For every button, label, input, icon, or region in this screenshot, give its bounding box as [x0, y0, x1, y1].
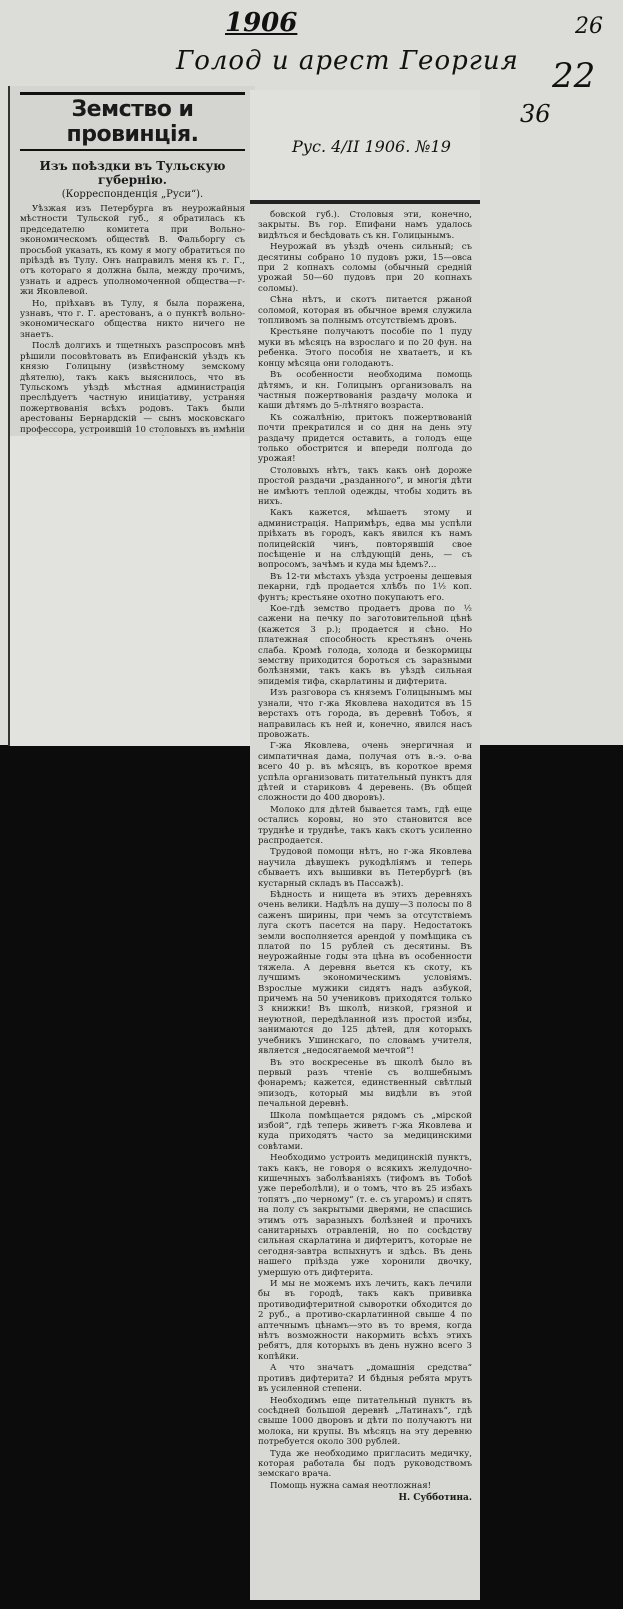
paragraph: Столовыхъ нѣтъ, такъ какъ онѣ дороже простой раздачи „разданного“, и многія дѣти не имѣютъ теплой одежды, чтобы ходить въ нихъ. — [258, 465, 472, 507]
paragraph: Неурожай въ уѣздѣ очень сильный; съ десятины собрано 10 пудовъ ржи, 15—овса при 2 копнахъ соломы (обычный средній урожай 50—60 пудовъ при 20 копнахъ соломы). — [258, 242, 472, 294]
paragraph: Школа помѣщается рядомъ съ „мірской избой“, гдѣ теперь живетъ г-жа Яковлева и куда приходятъ часто за медицинскими совѣтами. — [258, 1110, 472, 1152]
paragraph: Кое-гдѣ земство продаетъ дрова по ½ сажени на печку по заготовительной цѣнѣ (кажется 3 р.); продается и сѣно. Но платежная способность крестьянъ очень слаба. Кромѣ голода, холода и безкормицы земству приходится бороться съ заразными болѣзнями, такъ какъ въ уѣздѣ сильная эпидемія тифа, скарлатины и дифтерита. — [258, 604, 472, 687]
article-correspondent: (Корреспонденція „Руси“). — [61, 189, 204, 200]
paragraph: Сѣна нѣтъ, и скотъ питается ржаной соломой, которая въ обычное время служила топливомъ за полнымъ отсутствіемъ дровъ. — [258, 295, 472, 327]
handwritten-title: Голод и арест Георгия — [176, 46, 519, 76]
clipping-right-column — [250, 90, 480, 1600]
paragraph: Трудовой помощи нѣтъ, но г-жа Яковлева научила дѣвушекъ рукодѣліямъ и теперь сбываетъ ихъ вышивки въ Петербургѣ (въ кустарный складъ въ Пассажѣ). — [258, 847, 472, 889]
section-title: Земство и провинція. — [66, 97, 199, 147]
paragraph: Уѣзжая изъ Петербурга въ неурожайныя мѣстности Тульской губ., я обратилась къ председателю комитета при Вольно-экономическомъ обществѣ В. Фальборгу съ просьбой указать, къ кому я могу обратиться по пріѣздѣ въ Тулу. Онъ направилъ меня къ г. Г., отъ котораго я должна была, между прочимъ, узнать и адресъ уполномоченной общества—г-жи Яковлевой. — [20, 204, 245, 298]
paragraph: Помощь нужна самая неотложная! — [270, 1480, 432, 1491]
paragraph: бовской губ.). Столовыя эти, конечно, закрыты. Въ гор. Епифани намъ удалось видѣться и бесѣдовать съ кн. Голицынымъ. — [258, 210, 472, 241]
paragraph: Г-жа Яковлева, очень энергичная и симпатичная дама, получая отъ в.-э. о-ва всего 40 р. въ мѣсяцъ, въ короткое время успѣла организовать питательный пунктъ для дѣтей и стариковъ 4 деревень. (Въ общей сложности до 400 дворовъ). — [258, 741, 472, 804]
paragraph: И мы не можемъ ихъ лечить, какъ лечили бы въ городѣ, такъ какъ прививка противодифтеритной сыворотки обходится до 2 руб., а противо-скарлатинной свыше 4 по аптечнымъ цѣнамъ—это въ то время, когда нѣтъ возможности накормить всѣхъ этихъ ребятъ, для которыхъ въ день нужно всего 3 копѣйки. — [258, 1279, 472, 1362]
handwritten-year: 1906 — [225, 8, 298, 38]
paragraph: А что значатъ „домашнія средства“ противъ дифтерита? И бѣдныя ребята мрутъ въ усиленной степени. — [258, 1363, 472, 1395]
clipping-blank-area — [10, 436, 255, 746]
paragraph: Молоко для дѣтей бывается тамъ, гдѣ еще остались коровы, но это становится все труднѣе и труднѣе, такъ какъ скотъ усиленно распродается. — [258, 804, 472, 846]
handwritten-source-reference: Рус. 4/ІІ 1906. №19 — [292, 137, 451, 156]
handwritten-item-number: 36 — [520, 100, 551, 128]
clipping-left-column — [8, 86, 255, 746]
paragraph: Необходимъ еще питательный пунктъ въ сосѣдней большой деревнѣ „Латинахъ“, гдѣ свыше 1000 дворовъ и дѣти по получаютъ ни молока, ни крупы. Въ мѣсяцъ на эту деревню потребуется около 300 рублей. — [258, 1395, 472, 1448]
paragraph: Къ сожалѣнію, притокъ пожертвованій почти прекратился и со дня на день эту раздачу придется оставить, а голодъ еще только обострится и впереди полгода до урожая! — [258, 412, 472, 465]
paragraph: Въ 12-ти мѣстахъ уѣзда устроены дешевыя пекарни, гдѣ продается хлѣбъ по 1½ коп. фунтъ; крестьяне охотно покупаютъ его. — [258, 571, 472, 603]
article-body-left — [10, 204, 255, 456]
article-signature: Н. Субботина. — [398, 1493, 472, 1504]
paragraph: Крестьяне получаютъ пособіе по 1 пуду муки въ мѣсяцъ на взрослаго и по 20 фун. на ребенка. Этого пособія не хватаетъ, и къ концу мѣсяца они голодаютъ. — [258, 327, 472, 369]
paragraph: Изъ разговора съ княземъ Голицынымъ мы узнали, что г-жа Яковлева находится въ 15 верстахъ отъ города, въ деревнѣ Тобоъ, я направилась къ ней и, конечно, явился насъ провожать. — [258, 688, 472, 740]
clipping-header-area — [250, 90, 480, 204]
paragraph: Послѣ долгихъ и тщетныхъ разспросовъ мнѣ рѣшили посовѣтовать въ Епифанскій уѣздъ къ князю Голицыну (извѣстному земскому дѣятелю), такъ какъ выяснилось, что въ Тульскомъ уѣздѣ мѣстная администрація преслѣдуетъ частную иниціативу, устраняя пожертвованія всѣхъ родовъ. Такъ были арестованы Бернардскій — сынъ московскаго профессора, устроившій 10 столовыхъ въ имѣніи — [20, 341, 245, 435]
paragraph: Туда же необходимо пригласить медичку, которая работала бы подъ руководствомъ земскаго врача. — [258, 1448, 472, 1480]
article-body-right — [250, 204, 480, 1503]
paragraph: Но, пріѣхавъ въ Тулу, я была поражена, узнавъ, что г. Г. арестованъ, а о пунктѣ вольно-экономическаго общества никто ничего не знаетъ. — [20, 298, 245, 340]
handwritten-page-number: 26 — [575, 14, 603, 39]
paragraph: Необходимо устроить медицинскій пунктъ, такъ какъ, не говоря о всякихъ желудочно-кишечныхъ заболѣваніяхъ (тифомъ въ Тобоѣ уже переболѣли), и о томъ, что въ 25 избахъ топятъ „по черному“ (т. е. съ угаромъ) и спятъ на полу съ закрытыми дверями, не спасшись этимъ отъ заразныхъ болѣзней и прочихъ санитарныхъ отравленій, но по сосѣдству сильная скарлатина и дифтеритъ, которые не сегодня-завтра вспыхнутъ и здѣсь. Въ день нашего пріѣзда уже хоронили двочку, умершую отъ дифтерита. — [258, 1153, 472, 1278]
article-headline: Изъ поѣздки въ Тульскую губернію. — [39, 159, 226, 187]
handwritten-folio-number: 22 — [552, 56, 596, 96]
paragraph: Какъ кажется, мѣшаетъ этому и администрація. Напримѣръ, едва мы успѣли пріѣхать въ городъ, какъ явился къ намъ полицейскій чинъ, повторявшій свое посѣщеніе и на слѣдующій день, — съ вопросомъ, зачѣмъ и куда мы ѣдемъ?... — [258, 508, 472, 571]
paragraph: Бѣдность и нищета въ этихъ деревняхъ очень велики. Надѣлъ на душу—3 полосы по 8 саженъ ширины, при чемъ за отсутствіемъ луга скотъ пасется на пару. Недостатокъ земли восполняется арендой у помѣщика съ платой по 15 рублей съ десятины. Въ неурожайные годы эта цѣна въ особенности тяжела. А деревня вьется къ скоту, къ лучшимъ экономическимъ условіямъ. Взрослые мужики сидятъ надъ азбукой, причемъ на 50 учениковъ приходятся только 3 книжки! Въ школѣ, низкой, грязной и неуютной, передѣланной изъ простой избы, занимаются до 125 дѣтей, для которыхъ учебникъ Ушинскаго, по словамъ учителя, является „недосягаемой мечтой“! — [258, 890, 472, 1057]
paragraph: Въ это воскресенье въ школѣ было въ первый разъ чтеніе съ волшебнымъ фонаремъ; кажется, единственный свѣтлый эпизодъ, который мы видѣли въ этой печальной деревнѣ. — [258, 1057, 472, 1110]
section-header — [20, 92, 245, 151]
paragraph: Въ особенности необходима помощь дѣтямъ, и кн. Голицынъ организовалъ на частныя пожертвованія раздачу молока и каши дѣтямъ до 5-лѣтняго возраста. — [258, 370, 472, 412]
